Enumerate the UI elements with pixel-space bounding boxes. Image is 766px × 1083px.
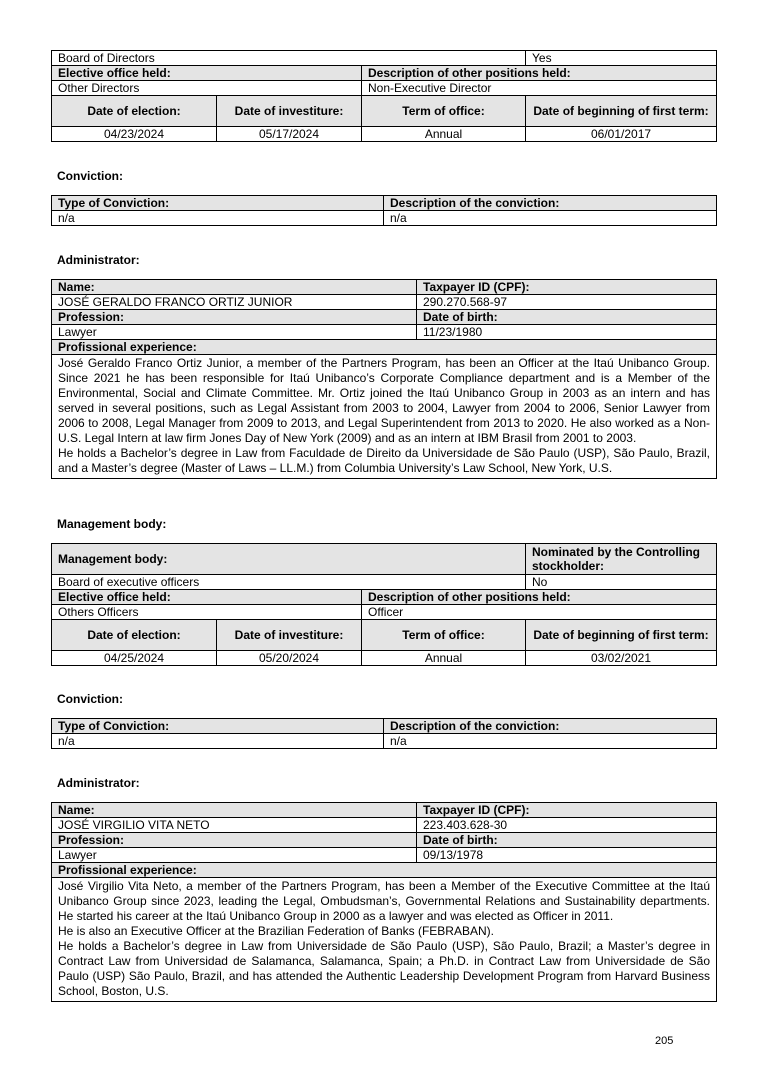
- conviction-description-value: n/a: [384, 734, 717, 749]
- profession-label: Profession:: [52, 310, 417, 325]
- experience-paragraph: José Virgilio Vita Neto, a member of the Partners Program, has been a Member of the Executive Committee at the Itaú Unibanco Group since 2023, leading the Legal, Ombudsman’s, Governmental Relations and Sustainability departments. He started his career at the Itaú Unibanco Group in 2000 as a lawyer and was elected as Officer in 2011.: [58, 879, 710, 923]
- dob-value: 09/13/1978: [417, 848, 717, 863]
- administrator-table: [51, 279, 717, 479]
- management-body-label: Management body:: [52, 544, 526, 575]
- profession-value: Lawyer: [52, 325, 417, 340]
- conviction-heading: Conviction:: [57, 169, 123, 183]
- elective-office-label: Elective office held:: [52, 590, 362, 605]
- name-value: JOSÉ VIRGILIO VITA NETO: [52, 818, 417, 833]
- conviction-type-label: Type of Conviction:: [52, 719, 384, 734]
- cpf-label: Taxpayer ID (CPF):: [417, 280, 717, 295]
- administrator-heading: Administrator:: [57, 776, 140, 790]
- term-of-office-label: Term of office:: [362, 96, 526, 127]
- dob-value: 11/23/1980: [417, 325, 717, 340]
- profession-label: Profession:: [52, 833, 417, 848]
- cpf-label: Taxpayer ID (CPF):: [417, 803, 717, 818]
- date-of-investiture-label: Date of investiture:: [217, 620, 362, 651]
- experience-text: [52, 355, 717, 479]
- management-body-value: Board of Directors: [52, 51, 526, 66]
- conviction-description-value: n/a: [384, 211, 717, 226]
- elective-office-value: Other Directors: [52, 81, 362, 96]
- profession-value: Lawyer: [52, 848, 417, 863]
- conviction-table: [51, 718, 717, 749]
- cpf-value: 223.403.628-30: [417, 818, 717, 833]
- management-body-heading: Management body:: [57, 517, 167, 531]
- elective-office-label: Elective office held:: [52, 66, 362, 81]
- board-of-directors-table: [51, 50, 717, 142]
- other-positions-value: Non-Executive Director: [362, 81, 717, 96]
- term-of-office-label: Term of office:: [362, 620, 526, 651]
- date-of-election-value: 04/25/2024: [52, 651, 217, 666]
- date-of-election-value: 04/23/2024: [52, 127, 217, 142]
- administrator-heading: Administrator:: [57, 253, 140, 267]
- experience-paragraph: He holds a Bachelor’s degree in Law from Universidade de São Paulo (USP), São Paulo, Brazil; a Master’s degree in Contract Law from Universidad de Salamanca, Salamanca, Spain; a Ph.D. in Contract Law from Universidade de São Paulo (USP) São Paulo, Brazil, and has attended the Authentic Leadership Development Program from Harvard Business School, Boston, U.S.: [58, 939, 710, 998]
- dob-label: Date of birth:: [417, 833, 717, 848]
- management-body-value: Board of executive officers: [52, 575, 526, 590]
- conviction-type-value: n/a: [52, 211, 384, 226]
- date-of-investiture-value: 05/20/2024: [217, 651, 362, 666]
- experience-text: [52, 878, 717, 1002]
- other-positions-label: Description of other positions held:: [362, 66, 717, 81]
- nominated-value: No: [526, 575, 717, 590]
- first-term-value: 03/02/2021: [526, 651, 717, 666]
- date-of-election-label: Date of election:: [52, 96, 217, 127]
- page-number: 205: [655, 1035, 674, 1047]
- conviction-description-label: Description of the conviction:: [384, 719, 717, 734]
- first-term-label: Date of beginning of first term:: [526, 96, 717, 127]
- other-positions-value: Officer: [362, 605, 717, 620]
- conviction-description-label: Description of the conviction:: [384, 196, 717, 211]
- conviction-type-value: n/a: [52, 734, 384, 749]
- first-term-label: Date of beginning of first term:: [526, 620, 717, 651]
- term-of-office-value: Annual: [362, 651, 526, 666]
- date-of-investiture-label: Date of investiture:: [217, 96, 362, 127]
- experience-paragraph: He is also an Executive Officer at the Brazilian Federation of Banks (FEBRABAN).: [58, 924, 494, 938]
- dob-label: Date of birth:: [417, 310, 717, 325]
- elective-office-value: Others Officers: [52, 605, 362, 620]
- conviction-heading: Conviction:: [57, 692, 123, 706]
- cpf-value: 290.270.568-97: [417, 295, 717, 310]
- date-of-investiture-value: 05/17/2024: [217, 127, 362, 142]
- other-positions-label: Description of other positions held:: [362, 590, 717, 605]
- nominated-label: Nominated by the Controlling stockholder:: [526, 544, 717, 575]
- first-term-value: 06/01/2017: [526, 127, 717, 142]
- experience-paragraph: He holds a Bachelor’s degree in Law from Faculdade de Direito da Universidade de São Paulo (USP), São Paulo, Brazil, and a Master’s degree (Master of Laws – LL.M.) from Columbia University’s Law School, New York, U.S.: [58, 446, 710, 475]
- experience-label: Profissional experience:: [52, 340, 717, 355]
- nominated-value: Yes: [526, 51, 717, 66]
- name-label: Name:: [52, 280, 417, 295]
- conviction-table: [51, 195, 717, 226]
- conviction-type-label: Type of Conviction:: [52, 196, 384, 211]
- experience-paragraph: José Geraldo Franco Ortiz Junior, a member of the Partners Program, has been an Officer at the Itaú Unibanco Group. Since 2021 he has been responsible for Itaú Unibanco’s Corporate Compliance department and is a Member of the Environmental, Social and Climate Committee. Mr. Ortiz joined the Itaú Unibanco Group in 2003 as an intern and has served in several positions, such as Legal Assistant from 2003 to 2004, Lawyer from 2004 to 2006, Senior Lawyer from 2006 to 2008, Legal Manager from 2009 to 2013, and Legal Superintendent from 2013 to 2020. He also worked as a Non-U.S. Legal Intern at law firm Jones Day of New York (2009) and as an intern at IBM Brasil from 2001 to 2003.: [58, 356, 710, 445]
- administrator-table: [51, 802, 717, 1002]
- term-of-office-value: Annual: [362, 127, 526, 142]
- management-body-table: [51, 543, 717, 666]
- experience-label: Profissional experience:: [52, 863, 717, 878]
- date-of-election-label: Date of election:: [52, 620, 217, 651]
- name-value: JOSÉ GERALDO FRANCO ORTIZ JUNIOR: [52, 295, 417, 310]
- name-label: Name:: [52, 803, 417, 818]
